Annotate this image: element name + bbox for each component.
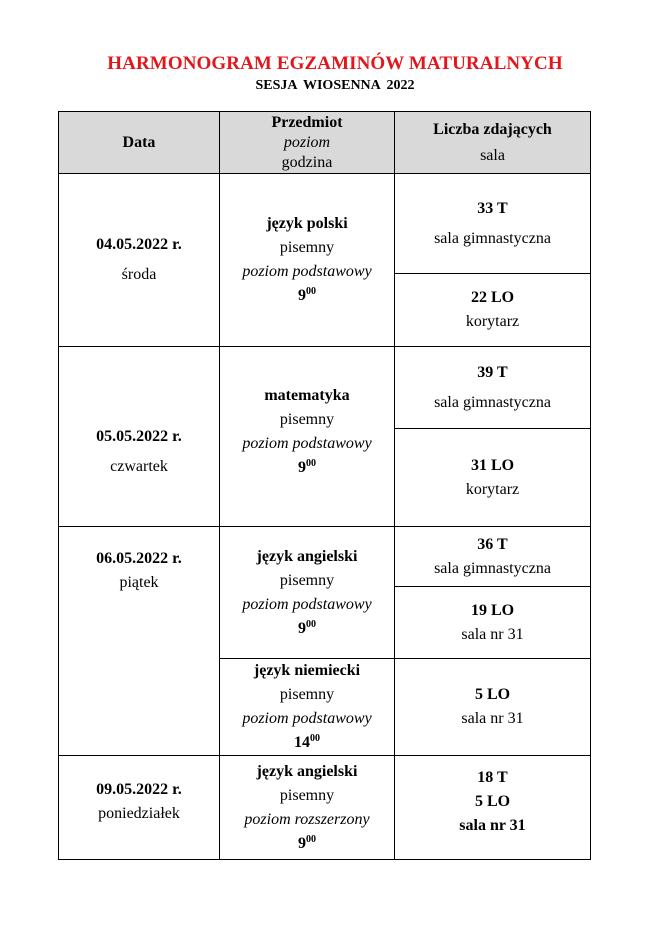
exam-time: $9^{00}$ [298,286,316,304]
header-subject-label: Przedmiot [271,113,343,131]
header-level-label: poziom [283,133,331,151]
group-count: 22 LO [470,289,515,306]
exam-time: $9^{00}$ [298,833,316,852]
date-cell [59,174,220,347]
date-cell [59,756,220,860]
subject-cell [220,756,395,860]
exam-level: poziom rozszerzony [244,810,370,828]
exam-level: poziom podstawowy [242,595,372,613]
table-row [59,347,591,429]
group-room: korytarz [465,313,520,330]
exam-time: $9^{00}$ [298,457,316,476]
group-count: 39 T [477,363,508,381]
subject-cell [220,347,395,527]
group-count: 5 LO [474,686,511,703]
exam-schedule-table [58,111,591,860]
exam-time: $14^{00}$ [294,733,320,751]
exam-form: pisemny [279,786,335,804]
group-room: sala gimnastyczna [434,393,551,411]
exam-weekday: czwartek [110,457,168,475]
subject-name: język polski [266,215,348,232]
group-count: 18 T [477,769,508,786]
group-count: 19 LO [470,601,515,619]
group-count: 33 T [477,199,508,217]
group-room: sala nr 31 [459,817,526,834]
subject-name: język niemiecki [253,662,361,679]
document-title: HARMONOGRAM EGZAMINÓW MATURALNYCH [107,53,563,74]
group-count: 5 LO [474,793,511,810]
group-cell [395,347,591,429]
group-count: 36 T [477,535,508,553]
exam-date: 05.05.2022 r. [96,427,182,445]
group-room: korytarz [465,480,520,498]
exam-date: 06.05.2022 r. [96,550,182,567]
exam-weekday: środa [121,266,157,283]
group-cell [395,659,591,756]
date-cell [59,347,220,527]
group-room: sala gimnastyczna [434,229,551,247]
group-room: sala nr 31 [461,710,524,727]
header-count [395,112,591,174]
table-row [59,174,591,274]
exam-level: poziom podstawowy [242,263,372,280]
exam-form: pisemny [279,239,335,256]
group-cell [395,174,591,274]
date-cell [59,527,220,756]
header-subject [220,112,395,174]
header-time-label: godzina [281,153,333,171]
group-room: sala gimnastyczna [434,559,551,577]
exam-weekday: piątek [119,574,159,591]
document-subtitle: SESJA WIOSENNA 2022 [255,78,415,93]
group-count: 31 LO [470,456,515,474]
exam-weekday: poniedziałek [98,805,180,822]
exam-level: poziom podstawowy [242,710,372,727]
subject-cell [220,527,395,659]
group-cell [395,587,591,659]
header-date-label: Data [122,133,156,151]
group-room: sala nr 31 [461,625,524,643]
exam-date: 04.05.2022 r. [96,236,182,253]
subject-name: język angielski [256,547,358,565]
exam-form: pisemny [279,686,335,703]
subject-cell [220,659,395,756]
table-header-row [59,112,591,174]
group-cell [395,429,591,527]
exam-form: pisemny [279,410,335,428]
subject-name: matematyka [264,386,350,404]
subject-name: język angielski [256,762,358,780]
group-cell [395,527,591,587]
exam-time: $9^{00}$ [298,618,316,637]
subject-cell [220,174,395,347]
group-cell [395,756,591,860]
header-count-label: Liczba zdających [433,120,552,138]
group-cell [395,274,591,347]
table-row [59,756,591,860]
exam-date: 09.05.2022 r. [96,781,182,798]
header-room-label: sala [480,146,505,164]
exam-level: poziom podstawowy [242,434,372,452]
exam-form: pisemny [279,571,335,589]
table-row [59,527,591,587]
header-date [59,112,220,174]
